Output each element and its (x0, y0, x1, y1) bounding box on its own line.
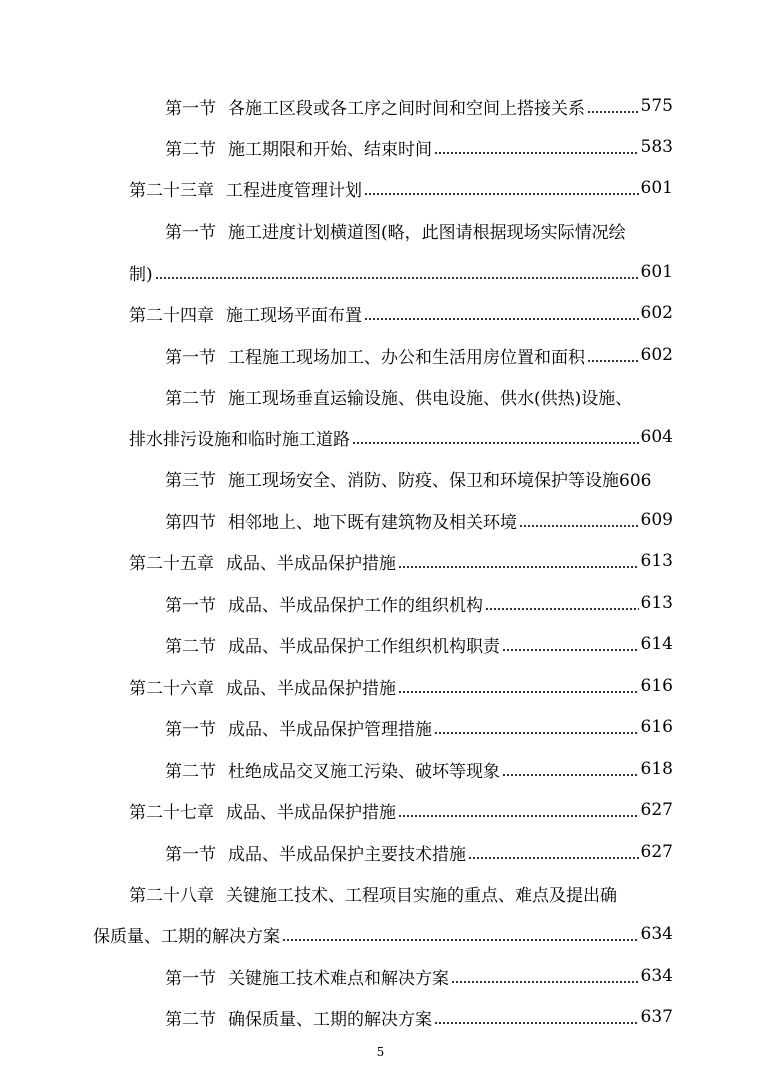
toc-entry-title: 相邻地上、地下既有建筑物及相关环境 (228, 512, 517, 533)
dot-leader (155, 277, 639, 279)
toc-entry-title: 关键施工技术、工程项目实施的重点、难点及提出确 (226, 885, 617, 906)
toc-entry-title: 施工现场垂直运输设施、供电设施、供水(供热)设施、 (228, 388, 633, 409)
toc-entry[interactable] (129, 795, 673, 825)
toc-entry[interactable] (129, 546, 673, 576)
toc-entry[interactable] (165, 505, 673, 535)
dot-leader (282, 939, 639, 941)
toc-entry[interactable] (165, 215, 673, 245)
toc-entry-page: 634 (640, 966, 673, 986)
toc-entry-page: 609 (640, 510, 673, 530)
toc-entry-label: 第二节 (165, 636, 216, 657)
toc-entry-title: 制) (129, 264, 153, 285)
toc-entry-label: 第二节 (165, 1009, 216, 1030)
toc-entry-label: 第四节 (165, 512, 216, 533)
toc-entry-label: 第一节 (165, 347, 216, 368)
toc-entry[interactable] (165, 463, 701, 493)
toc-entry-title: 成品、半成品保护措施 (226, 678, 396, 699)
toc-entry-title: 施工现场平面布置 (226, 305, 362, 326)
dot-leader (451, 981, 639, 983)
toc-entry-title: 施工期限和开始、结束时间 (228, 139, 432, 160)
toc-entry-title: 关键施工技术难点和解决方案 (228, 968, 449, 989)
toc-entry-page: 616 (640, 717, 673, 737)
dot-leader (502, 774, 639, 776)
toc-entry-label: 第二节 (165, 761, 216, 782)
dot-leader (398, 691, 639, 693)
toc-entry-page: 602 (640, 303, 673, 323)
toc-entry-label: 第二十八章 (129, 885, 214, 906)
toc-entry-title: 成品、半成品保护管理措施 (228, 719, 432, 740)
toc-entry-title: 保质量、工期的解决方案 (93, 926, 280, 947)
toc-entry-page: 618 (640, 759, 673, 779)
toc-entry-label: 第二十五章 (129, 553, 214, 574)
toc-entry-page: 602 (640, 345, 673, 365)
toc-entry-title: 工程进度管理计划 (226, 180, 362, 201)
toc-entry-title: 成品、半成品保护工作组织机构职责 (228, 636, 500, 657)
toc-entry-page: 627 (640, 800, 673, 820)
toc-entry-title: 施工进度计划横道图(略，此图请根据现场实际情况绘 (228, 222, 626, 243)
toc-entry[interactable] (165, 629, 673, 659)
dot-leader (364, 318, 639, 320)
toc-entry-title: 各施工区段或各工序之间时间和空间上搭接关系 (228, 98, 585, 119)
toc-entry-title: 成品、半成品保护工作的组织机构 (228, 595, 483, 616)
toc-entry-title: 工程施工现场加工、办公和生活用房位置和面积 (228, 347, 585, 368)
dot-leader (587, 360, 639, 362)
toc-entry-label: 第一节 (165, 222, 216, 243)
toc-entry[interactable] (165, 1002, 673, 1032)
toc-entry-title: 施工现场安全、消防、防疫、保卫和环境保护等设施606 (228, 470, 652, 491)
toc-entry-page: 613 (640, 551, 673, 571)
toc-entry[interactable] (129, 671, 673, 701)
toc-entry-title: 成品、半成品保护主要技术措施 (228, 844, 466, 865)
toc-entry-label: 第三节 (165, 470, 216, 491)
toc-entry-label: 第二十七章 (129, 802, 214, 823)
toc-entry-title: 杜绝成品交叉施工污染、破坏等现象 (228, 761, 500, 782)
toc-entry-label: 第二十六章 (129, 678, 214, 699)
dot-leader (434, 1022, 639, 1024)
dot-leader (434, 732, 639, 734)
toc-entry-label: 第一节 (165, 719, 216, 740)
toc-entry-label: 第二节 (165, 139, 216, 160)
toc-entry-page: 614 (640, 634, 673, 654)
toc-entry-label: 第一节 (165, 844, 216, 865)
dot-leader (519, 525, 639, 527)
toc-entry[interactable] (129, 173, 673, 203)
toc-entry-page: 575 (640, 96, 673, 116)
toc-entry-label: 第二节 (165, 388, 216, 409)
toc-entry-page: 613 (640, 593, 673, 613)
toc-entry-label: 第二十三章 (129, 180, 214, 201)
toc-entry[interactable] (165, 754, 673, 784)
toc-entry[interactable] (129, 878, 673, 908)
toc-entry[interactable] (165, 588, 673, 618)
toc-entry-label: 第一节 (165, 968, 216, 989)
toc-entry-continuation[interactable] (129, 422, 673, 452)
toc-entry[interactable] (165, 340, 673, 370)
toc-entry-page: 634 (640, 924, 673, 944)
dot-leader (587, 111, 639, 113)
toc-entry-page: 604 (640, 427, 673, 447)
toc-entry[interactable] (165, 132, 673, 162)
dot-leader (502, 649, 639, 651)
toc-entry[interactable] (165, 91, 673, 121)
dot-leader (468, 857, 639, 859)
toc-entry-continuation[interactable] (129, 257, 673, 287)
page-number: 5 (376, 1045, 385, 1059)
toc-entry-page: 627 (640, 842, 673, 862)
dot-leader (364, 193, 639, 195)
toc-entry-title: 排水排污设施和临时施工道路 (129, 429, 350, 450)
toc-entry-title: 成品、半成品保护措施 (226, 553, 396, 574)
toc-entry-continuation[interactable] (93, 919, 673, 949)
dot-leader (398, 566, 639, 568)
dot-leader (485, 608, 639, 610)
toc-entry[interactable] (165, 961, 673, 991)
dot-leader (352, 442, 639, 444)
toc-entry-page: 601 (640, 262, 673, 282)
toc-entry-title: 确保质量、工期的解决方案 (228, 1009, 432, 1030)
toc-entry-title: 成品、半成品保护措施 (226, 802, 396, 823)
toc-entry-page: 601 (640, 178, 673, 198)
toc-entry-page: 616 (640, 676, 673, 696)
toc-entry[interactable] (165, 837, 673, 867)
toc-entry-label: 第一节 (165, 595, 216, 616)
toc-entry-page: 637 (640, 1007, 673, 1027)
dot-leader (434, 152, 639, 154)
toc-entry-page: 583 (640, 137, 673, 157)
toc-entry-label: 第二十四章 (129, 305, 214, 326)
toc-entry[interactable] (165, 712, 673, 742)
dot-leader (398, 815, 639, 817)
toc-entry[interactable] (129, 298, 673, 328)
toc-entry-label: 第一节 (165, 98, 216, 119)
toc-entry[interactable] (165, 381, 673, 411)
